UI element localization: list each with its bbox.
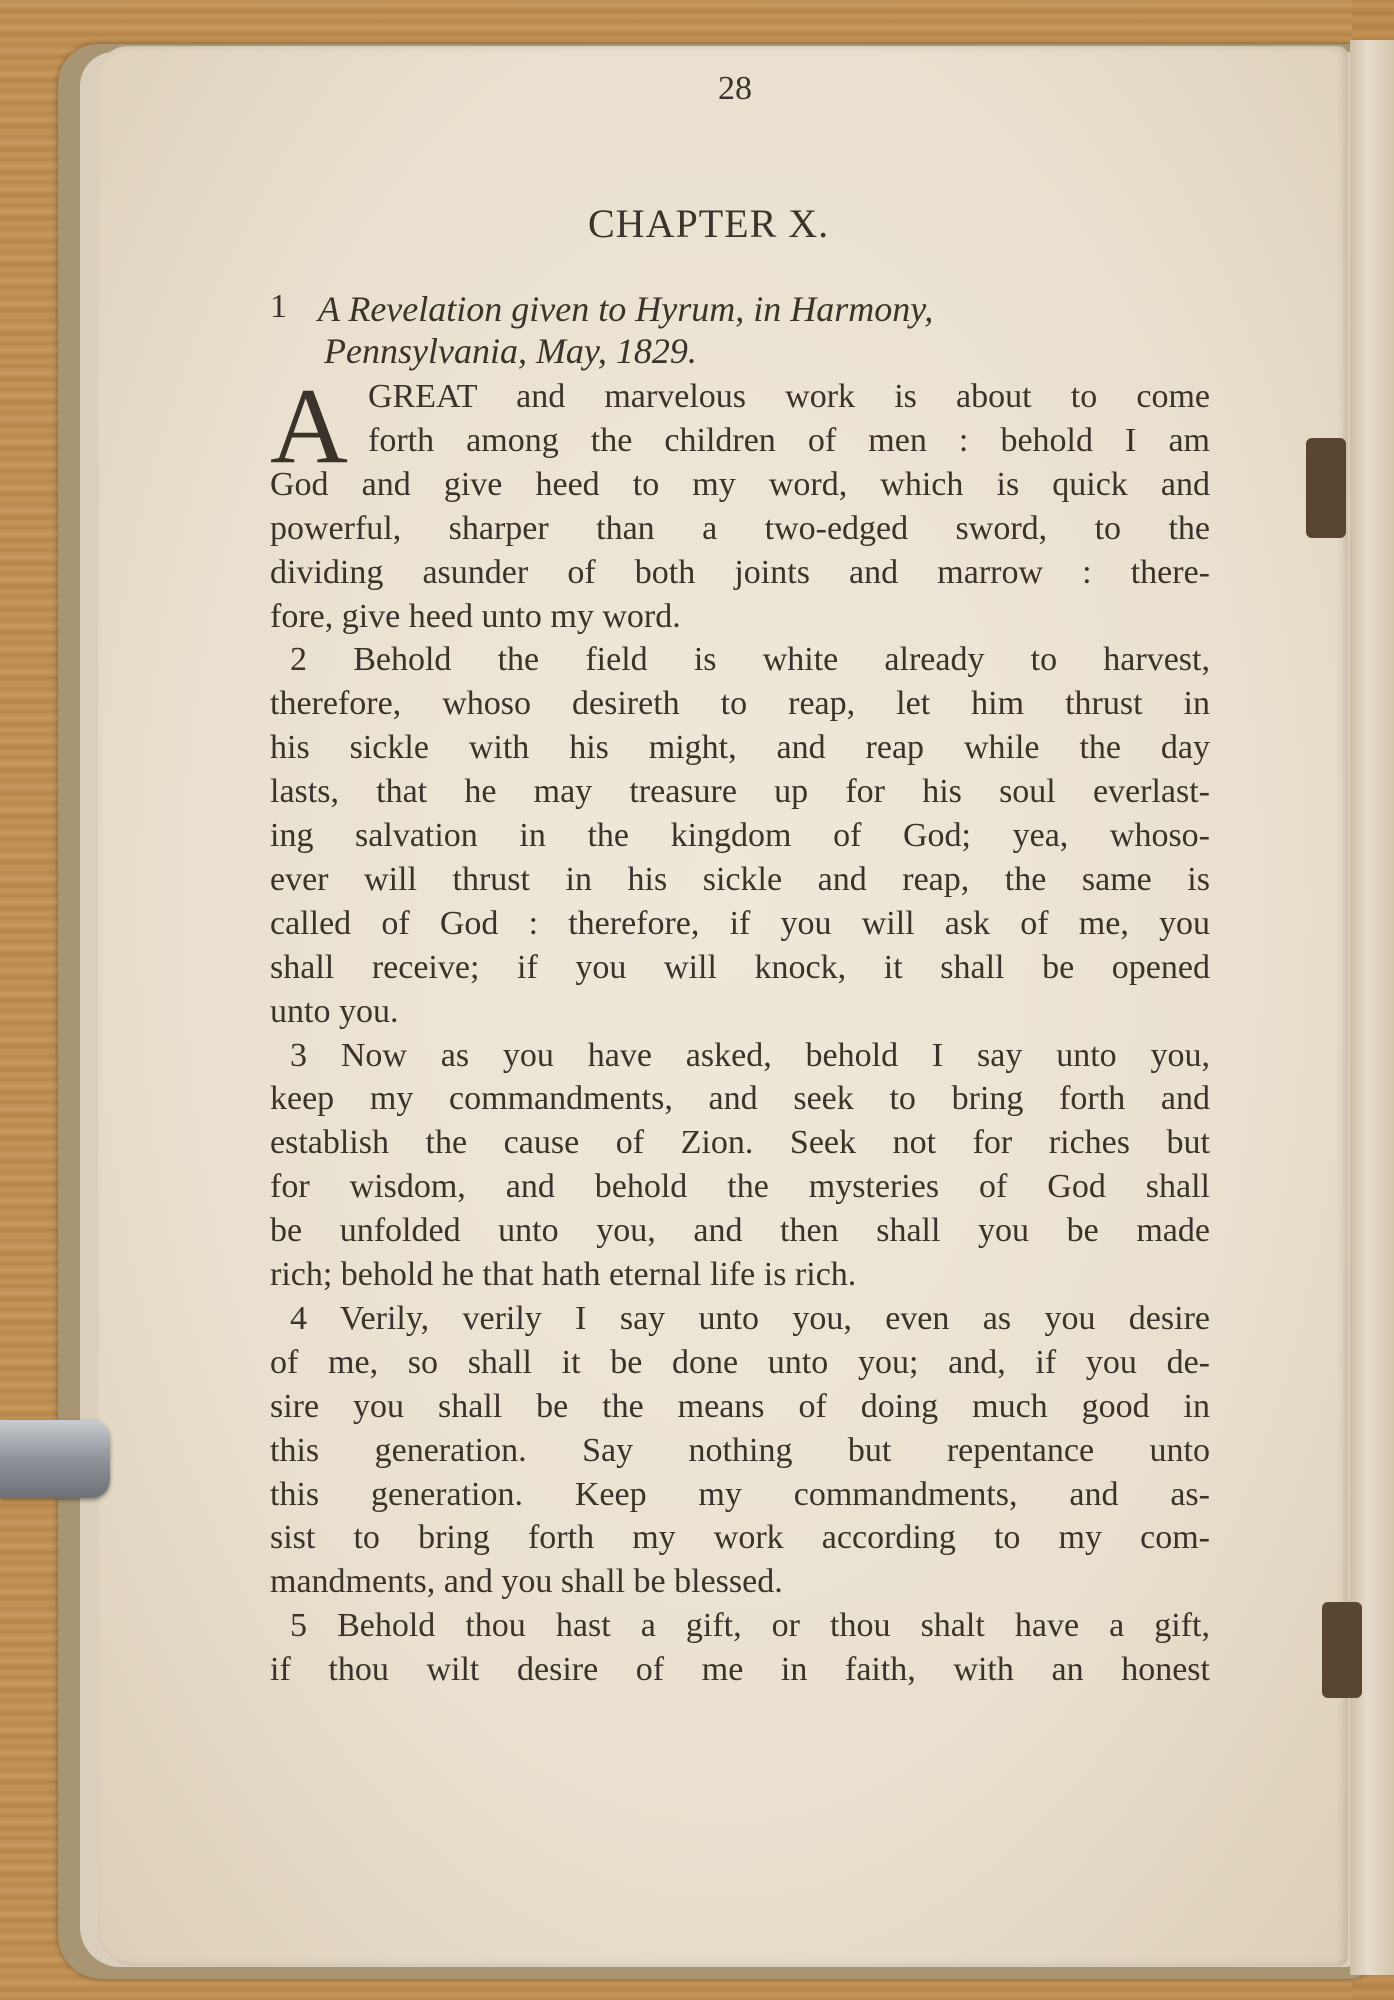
text-line: ever will thrust in his sickle and reap, the same is xyxy=(270,860,1210,898)
text-line: for wisdom, and behold the mysteries of God shall xyxy=(270,1168,1210,1206)
page-clip-icon xyxy=(0,1420,110,1498)
page-number: 28 xyxy=(718,70,752,107)
chapter-title: CHAPTER X. xyxy=(588,201,830,246)
text-line: forth among the children of men : behold I am xyxy=(368,421,1210,459)
text-line: this generation. Say nothing but repentance unto xyxy=(270,1431,1210,1469)
text-line: ing salvation in the kingdom of God; yea, whoso- xyxy=(270,817,1210,854)
text-line: establish the cause of Zion. Seek not for riches but xyxy=(270,1124,1210,1162)
binding-hole-bottom xyxy=(1322,1602,1362,1698)
text-line: unto you. xyxy=(270,992,399,1030)
text-line: his sickle with his might, and reap while the day xyxy=(270,729,1210,767)
text-line: 4 Verily, verily I say unto you, even as you desire xyxy=(290,1299,1210,1337)
text-line: 5 Behold thou hast a gift, or thou shalt have a gift, xyxy=(290,1607,1210,1645)
verse-number-1: 1 xyxy=(270,288,287,325)
heading-line-2: Pennsylvania, May, 1829. xyxy=(324,331,697,371)
text-line: 2 Behold the field is white already to harvest, xyxy=(290,641,1210,679)
text-line: 3 Now as you have asked, behold I say unto you, xyxy=(290,1036,1210,1074)
text-line: dividing asunder of both joints and marrow : there- xyxy=(270,553,1210,591)
text-line: sist to bring forth my work according to my com- xyxy=(270,1519,1210,1557)
text-line: sire you shall be the means of doing much good in xyxy=(270,1387,1210,1425)
text-line: this generation. Keep my commandments, and as- xyxy=(270,1475,1210,1513)
text-line: be unfolded unto you, and then shall you be made xyxy=(270,1212,1210,1250)
text-line: rich; behold he that hath eternal life is rich. xyxy=(270,1256,857,1293)
heading-line-1: A Revelation given to Hyrum, in Harmony, xyxy=(318,289,934,329)
text-line: therefore, whoso desireth to reap, let him thrust in xyxy=(270,685,1210,723)
drop-cap: A xyxy=(270,367,348,486)
binding-hole-top xyxy=(1306,438,1346,538)
text-line: shall receive; if you will knock, it shall be opened xyxy=(270,948,1210,986)
text-line: called of God : therefore, if you will ask of me, you xyxy=(270,904,1210,942)
text-line: lasts, that he may treasure up for his soul everlast- xyxy=(270,773,1210,811)
text-line: of me, so shall it be done unto you; and, if you de- xyxy=(270,1343,1210,1381)
text-line: if thou wilt desire of me in faith, with an honest xyxy=(270,1651,1210,1689)
text-line: mandments, and you shall be blessed. xyxy=(270,1563,783,1601)
text-line: God and give heed to my word, which is quick and xyxy=(270,465,1210,503)
text-line: fore, give heed unto my word. xyxy=(270,597,681,635)
text-line: powerful, sharper than a two-edged sword, to the xyxy=(270,509,1210,547)
text-line: GREAT and marvelous work is about to come xyxy=(368,378,1210,415)
text-line: keep my commandments, and seek to bring forth and xyxy=(270,1080,1210,1118)
